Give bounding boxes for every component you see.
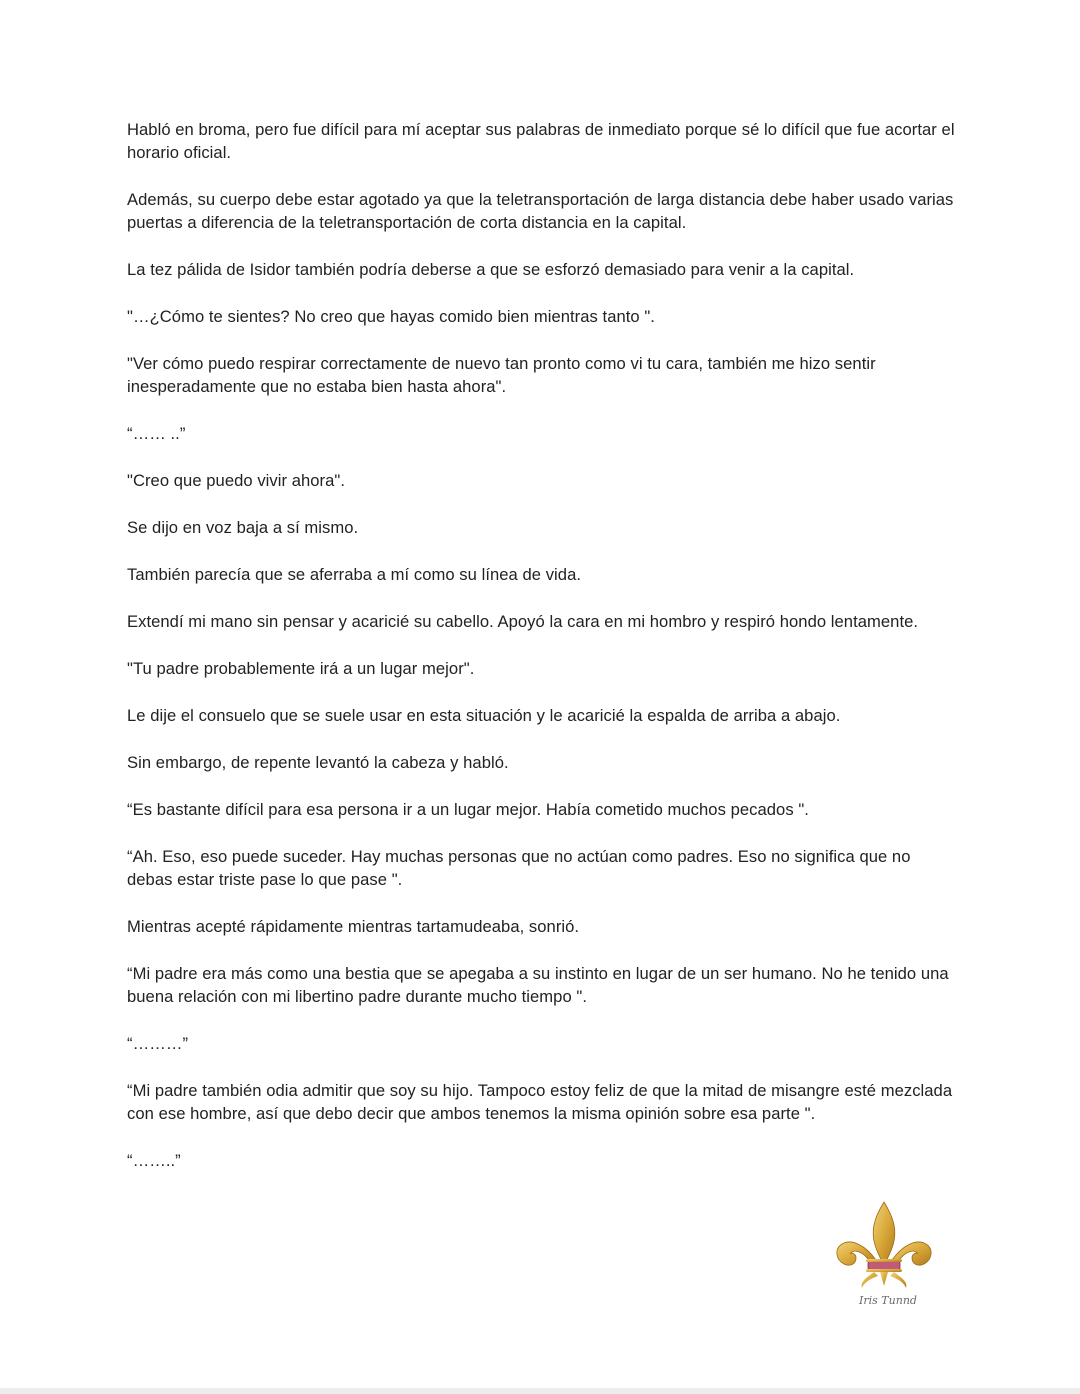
paragraph: Habló en broma, pero fue difícil para mí aceptar sus palabras de inmediato porque sé lo difícil que fue acortar el horario oficial. [127,120,955,162]
paragraph: “……..” [127,1151,181,1170]
paragraph: "Ver cómo puedo respirar correctamente de nuevo tan pronto como vi tu cara, también me hizo sentir inesperadamente que no estaba bien hasta ahora". [127,354,876,396]
paragraph: Le dije el consuelo que se suele usar en esta situación y le acaricié la espalda de arriba a abajo. [127,706,841,725]
document-body [127,118,957,1196]
paragraph: Sin embargo, de repente levantó la cabeza y habló. [127,753,509,772]
paragraph: “………” [127,1034,189,1053]
paragraph: La tez pálida de Isidor también podría deberse a que se esforzó demasiado para venir a la capital. [127,260,855,279]
watermark-logo [830,1198,938,1316]
paragraph: "…¿Cómo te sientes? No creo que hayas comido bien mientras tanto ". [127,307,655,326]
paragraph: También parecía que se aferraba a mí como su línea de vida. [127,565,582,584]
paragraph: “Es bastante difícil para esa persona ir a un lugar mejor. Había cometido muchos pecados ". [127,800,809,819]
paragraph: Además, su cuerpo debe estar agotado ya que la teletransportación de larga distancia debe haber usado varias puertas a diferencia de la teletransportación de corta distancia en la capital. [127,190,954,232]
paragraph: “Ah. Eso, eso puede suceder. Hay muchas personas que no actúan como padres. Eso no significa que no debas estar triste pase lo que pase ". [127,847,911,889]
paragraph: “Mi padre era más como una bestia que se apegaba a su instinto en lugar de un ser humano. No he tenido una buena relación con mi libertino padre durante mucho tiempo ". [127,964,949,1006]
paragraph: "Creo que puedo vivir ahora". [127,471,346,490]
page-bottom-edge [0,1388,1080,1394]
paragraph: Se dijo en voz baja a sí mismo. [127,518,359,537]
paragraph: Extendí mi mano sin pensar y acaricié su cabello. Apoyó la cara en mi hombro y respiró hondo lentamente. [127,612,919,631]
signature: Iris Tunnd [859,1294,917,1307]
paragraph: Mientras acepté rápidamente mientras tartamudeaba, sonrió. [127,917,580,936]
paragraph: “…… ..” [127,424,186,443]
paragraph: “Mi padre también odia admitir que soy su hijo. Tampoco estoy feliz de que la mitad de misangre esté mezclada con ese hombre, así que debo decir que ambos tenemos la misma opinión sobre esa parte ". [127,1081,953,1123]
paragraph: "Tu padre probablemente irá a un lugar mejor". [127,659,475,678]
